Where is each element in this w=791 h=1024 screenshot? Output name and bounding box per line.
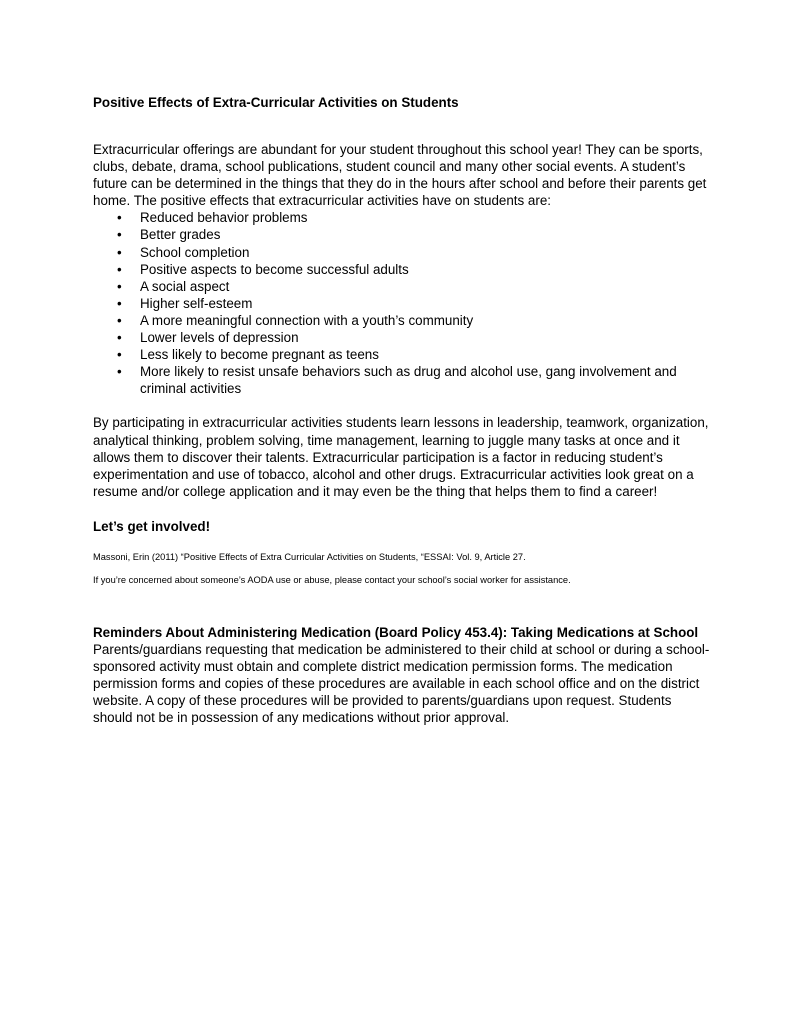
- list-item: • A more meaningful connection with a youth’s community: [93, 312, 713, 329]
- list-item: • Lower levels of depression: [93, 329, 713, 346]
- list-item: • Reduced behavior problems: [93, 209, 713, 226]
- intro-paragraph: Extracurricular offerings are abundant for your student throughout this school year! They can be sports, clubs, debate, drama, school publications, student council and many other social events. A student’s future can be determined in the things that they do in the hours after school and before their parents get home. The positive effects that extracurricular activities have on students are:: [93, 142, 707, 209]
- effects-list: [93, 209, 713, 397]
- list-item: • More likely to resist unsafe behaviors such as drug and alcohol use, gang involvement and criminal activities: [93, 363, 713, 397]
- article-title: Positive Effects of Extra-Curricular Activities on Students: [93, 95, 459, 110]
- list-item: • A social aspect: [93, 278, 713, 295]
- document-page: [93, 94, 713, 726]
- citation: Massoni, Erin (2011) “Positive Effects of Extra Curricular Activities on Students, “ESSAI: Vol. 9, Article 27.: [93, 551, 526, 562]
- aoda-note: If you’re concerned about someone’s AODA use or abuse, please contact your school’s social worker for assistance.: [93, 574, 571, 585]
- call-to-action: Let’s get involved!: [93, 518, 211, 534]
- body-paragraph: By participating in extracurricular activities students learn lessons in leadership, teamwork, organization, analytical thinking, problem solving, time management, learning to juggle many tasks at once and it allows them to discover their talents. Extracurricular participation is a factor in reducing student’s experimentation and use of tobacco, alcohol and other drugs. Extracurricular activities look great on a resume and/or college application and it may even be the thing that helps them to find a career!: [93, 415, 709, 499]
- medication-paragraph: Parents/guardians requesting that medication be administered to their child at school or during a school-sponsored activity must obtain and complete district medication permission forms. The medication permission forms and copies of these procedures are available in each school office and on the district website. A copy of these procedures will be provided to parents/guardians upon request. Students should not be in possession of any medications without prior approval.: [93, 641, 710, 726]
- list-item: • Better grades: [93, 226, 713, 243]
- list-item: • Positive aspects to become successful adults: [93, 261, 713, 278]
- list-item: • Higher self-esteem: [93, 295, 713, 312]
- list-item: • School completion: [93, 244, 713, 261]
- medication-heading: Reminders About Administering Medication (Board Policy 453.4): Taking Medications at School: [93, 624, 699, 640]
- list-item: • Less likely to become pregnant as teens: [93, 346, 713, 363]
